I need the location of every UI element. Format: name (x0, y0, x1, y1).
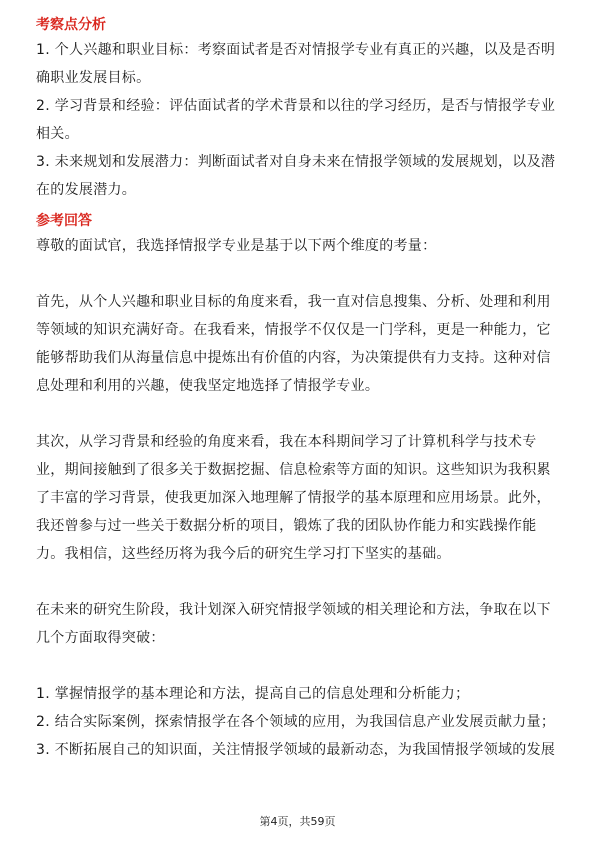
list-item-2: 2. 结合实际案例，探索情报学在各个领域的应用，为我国信息产业发展贡献力量； (36, 714, 556, 730)
para2-line-3: 了丰富的学习背景，使我更加深入地理解了情报学的基本原理和应用场景。此外， (36, 490, 551, 506)
paragraph-spacer (36, 568, 560, 596)
para1-line-2: 等领域的知识充满好奇。在我看来，情报学不仅仅是一门学科，更是一种能力，它 (36, 322, 551, 338)
analysis-line-6: 在的发展潜力。 (36, 182, 137, 198)
para2-line-5: 力。我相信，这些经历将为我今后的研究生学习打下坚实的基础。 (36, 546, 451, 562)
para1-line-1: 首先，从个人兴趣和职业目标的角度来看，我一直对信息搜集、分析、处理和利用 (36, 294, 551, 310)
list-item-1: 1. 掌握情报学的基本理论和方法，提高自己的信息处理和分析能力； (36, 686, 470, 702)
page-number-footer: 第4页，共59页 (259, 815, 336, 828)
analysis-line-5: 3. 未来规划和发展潜力：判断面试者对自身未来在情报学领域的发展规划，以及潜 (36, 154, 556, 170)
para1-line-4: 息处理和利用的兴趣，使我坚定地选择了情报学专业。 (36, 378, 380, 394)
answer-intro: 尊敬的面试官，我选择情报学专业是基于以下两个维度的考量： (36, 238, 437, 254)
document-body (36, 14, 560, 764)
analysis-line-2: 确职业发展目标。 (36, 70, 151, 86)
paragraph-spacer (36, 652, 560, 680)
analysis-line-4: 相关。 (36, 126, 79, 142)
section-heading-reference-answer: 参考回答 (36, 213, 92, 229)
para2-line-2: 业，期间接触到了很多关于数据挖掘、信息检索等方面的知识。这些知识为我积累 (36, 462, 551, 478)
para2-line-1: 其次，从学习背景和经验的角度来看，我在本科期间学习了计算机科学与技术专 (36, 434, 537, 450)
paragraph-spacer (36, 400, 560, 428)
analysis-line-1: 1. 个人兴趣和职业目标：考察面试者是否对情报学专业有真正的兴趣，以及是否明 (36, 42, 556, 58)
section-heading-analysis: 考察点分析 (36, 17, 106, 33)
para3-line-2: 几个方面取得突破： (36, 630, 165, 646)
para1-line-3: 能够帮助我们从海量信息中提炼出有价值的内容，为决策提供有力支持。这种对信 (36, 350, 551, 366)
para3-line-1: 在未来的研究生阶段，我计划深入研究情报学领域的相关理论和方法，争取在以下 (36, 602, 551, 618)
para2-line-4: 我还曾参与过一些关于数据分析的项目，锻炼了我的团队协作能力和实践操作能 (36, 518, 537, 534)
paragraph-spacer (36, 260, 560, 288)
list-item-3: 3. 不断拓展自己的知识面，关注情报学领域的最新动态，为我国情报学领域的发展 (36, 742, 556, 758)
analysis-line-3: 2. 学习背景和经验：评估面试者的学术背景和以往的学习经历，是否与情报学专业 (36, 98, 556, 114)
